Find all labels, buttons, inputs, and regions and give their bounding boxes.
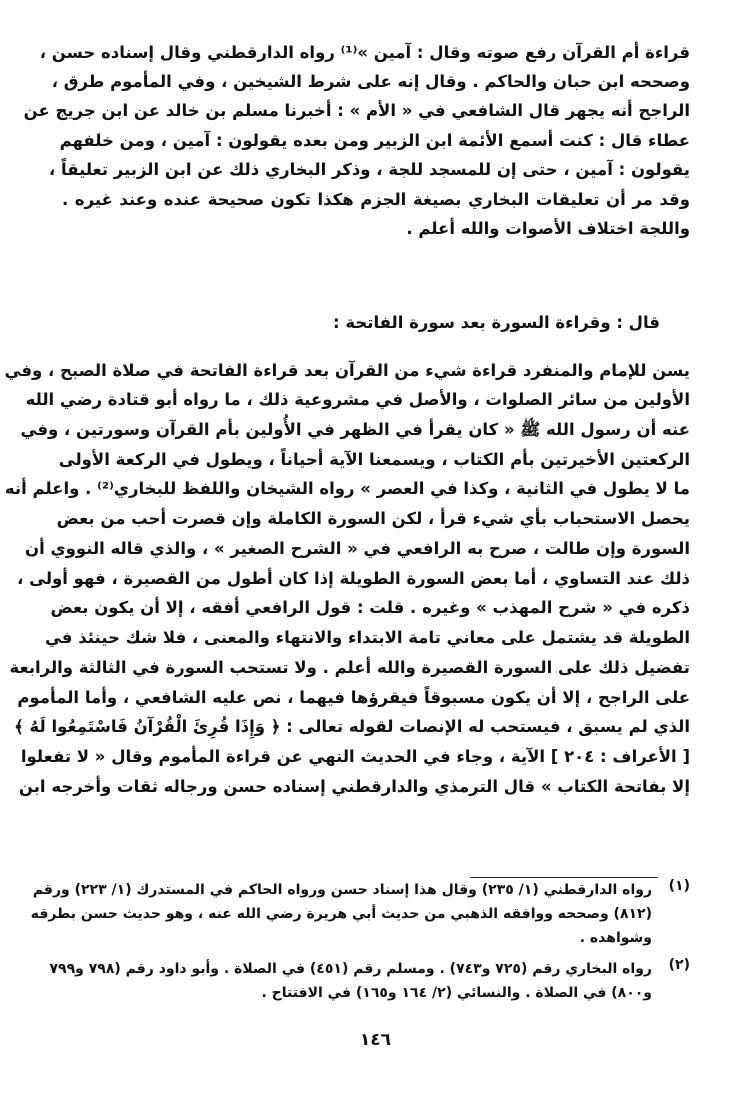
section-heading: قال : وقراءة السورة بعد سورة الفاتحة :	[333, 313, 660, 332]
footnote-line: رواه البخاري رقم (٧٢٥ و٧٤٣) . ومسلم رقم (٤٥١) في الصلاة . وأبو داود رقم (٧٩٨ و٧٩٩	[49, 961, 652, 977]
text-line: [ الأعراف : ٢٠٤ ] الآية ، وجاء في الحديث النهي عن قراءة المأموم وقال « لا تفعلوا	[20, 747, 690, 766]
page-number: ١٤٦	[359, 1030, 392, 1050]
footnote-line: وشواهده .	[579, 930, 652, 946]
text-line: عنه أن رسول الله ﷺ « كان يقرأ في الظهر في الأُولين بأم القرآن وسورتين ، وفي	[20, 420, 690, 439]
text-line: الراجح أنه يجهر قال الشافعي في « الأم » : أخبرنا مسلم بن خالد عن ابن جريج عن	[23, 101, 690, 120]
footnote-line: (٨١٢) وصححه ووافقه الذهبي من حديث أبي هريرة رضي الله عنه ، وهو حديث حسن بطرقه	[30, 906, 652, 922]
text-line: عطاء قال : كنت أسمع الأئمة ابن الزبير ومن بعده يقولون : آمين ، ومن خلفهم	[59, 131, 690, 150]
text-line: وقد مر أن تعليقات البخاري بصيغة الجزم هكذا تكون صحيحة عنده وعند غيره .	[62, 190, 690, 209]
text-line: يسن للإمام والمنفرد قراءة شيء من القرآن بعد قراءة الفاتحة في صلاة الصبح ، وفي	[4, 361, 690, 380]
text-line: تفضيل ذلك على السورة القصيرة والله أعلم . ولا تستحب السورة في الثالثة والرابعة	[9, 658, 690, 677]
text-line: ذلك عند التساوي ، أما بعض السورة الطويلة إذا كان أطول من القصيرة ، فهو أولى ،	[17, 569, 690, 588]
text-line: الأولين من سائر الصلوات ، والأصل في مشروعية ذلك ، ما رواه أبو قتادة رضي الله	[25, 390, 690, 409]
text-line: الركعتين الأخيرتين بأم الكتاب ، ويسمعنا الآية أحياناً ، ويطول في الركعة الأولى	[58, 450, 690, 469]
text-line: قراءة أم القرآن رفع صوته وقال : آمين »⁽¹⁾ رواه الدارقطني وقال إسناده حسن ،	[39, 43, 690, 62]
text-line: واللجة اختلاف الأصوات والله أعلم .	[406, 219, 690, 238]
text-line: ما لا يطول في الثانية ، وكذا في العصر » رواه الشيخان واللفظ للبخاري⁽²⁾ . واعلم أنه	[4, 479, 690, 498]
text-line: إلا بفاتحة الكتاب » قال الترمذي والدارقطني إسناده حسن ورجاله ثقات وأخرجه ابن	[18, 777, 690, 796]
text-line: ذكره في « شرح المهذب » وغيره . قلت : قول الرافعي أفقه ، إلا أن يكون بعض	[50, 598, 690, 617]
footnote-number: (٢)	[668, 957, 690, 973]
text-line: الطويلة قد يشتمل على معاني تامة الابتداء والانتهاء والمعنى ، فلا شك حينئذ في	[44, 628, 690, 647]
text-line: وصححه ابن حبان والحاكم . وقال إنه على شرط الشيخين ، وفي المأموم طرق ،	[51, 72, 690, 91]
text-line: الذي لم يسبق ، فيستحب له الإنصات لقوله تعالى : ﴿ وَإِذَا قُرِئَ الْقُرْآنُ فَاسْتَمِعُوا لَهُ ﴾	[14, 717, 690, 736]
footnote-line: رواه الدارقطني (١/ ٢٣٥) وقال هذا إسناد حسن ورواه الحاكم في المستدرك (١/ ٢٢٣) ورقم	[32, 882, 652, 898]
text-line: يحصل الاستحباب بأي شيء قرأ ، لكن السورة الكاملة وإن قصرت أحب من بعض	[56, 509, 690, 528]
footnote-line: و٨٠٠) في الصلاة . والنسائي (٢/ ١٦٤ و١٦٥) في الافتتاح .	[261, 985, 652, 1001]
text-line: على الراجح ، إلا أن يكون مسبوقاً فيقرؤها فيهما ، نص عليه الشافعي ، وأما المأموم	[17, 688, 690, 707]
footnote-number: (١)	[668, 878, 690, 894]
text-line: يقولون : آمين ، حتى إن للمسجد للجة ، وذكر البخاري ذلك عن ابن الزبير تعليقاً ،	[49, 160, 690, 179]
text-line: السورة وإن طالت ، صرح به الرافعي في « الشرح الصغير » ، والذي قاله النووي أن	[25, 539, 690, 558]
